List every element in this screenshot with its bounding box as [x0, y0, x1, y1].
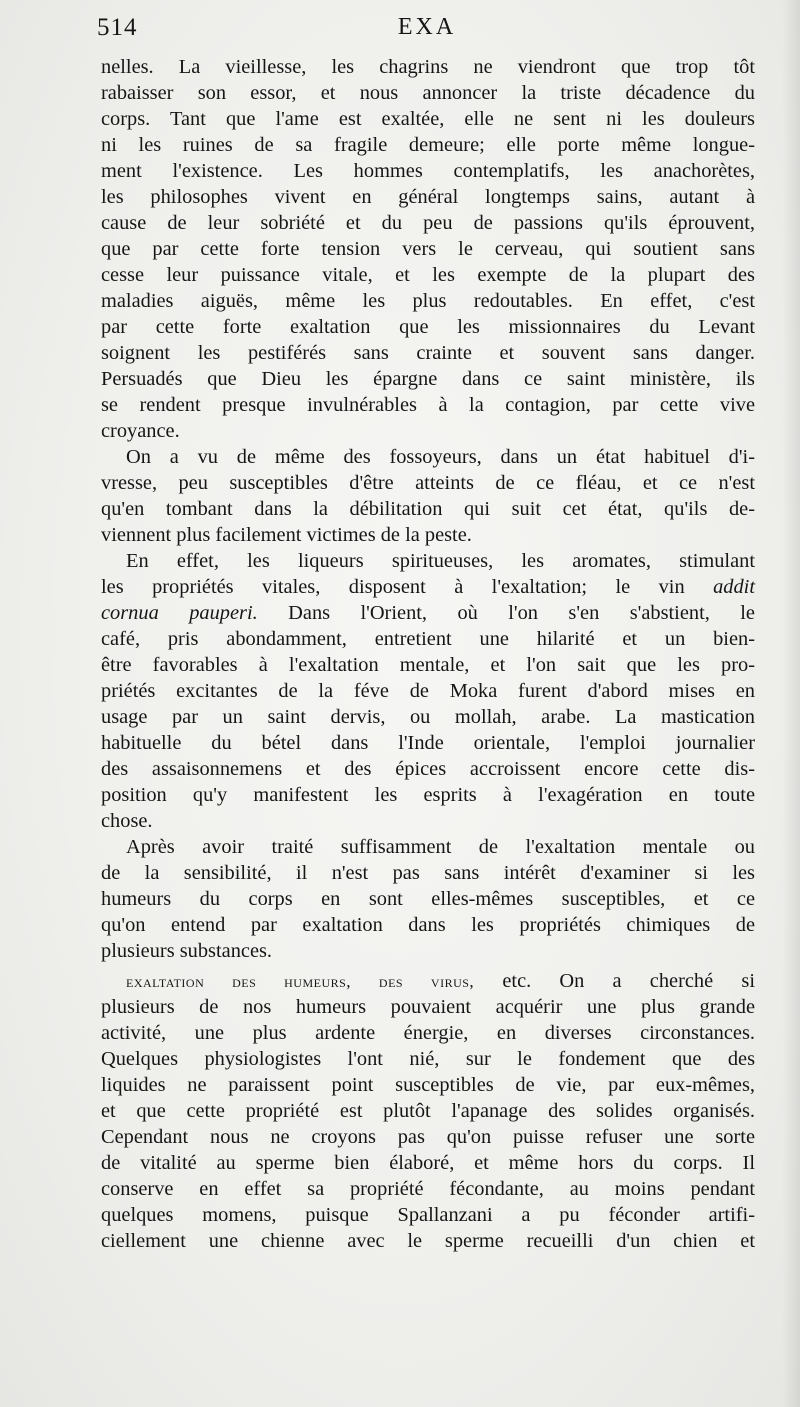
- text-line: de la sensibilité, il n'est pas sans intérêt d'examiner si les: [101, 862, 755, 884]
- text-line: [101, 600, 755, 626]
- section-heading: exaltation des humeurs, des virus,: [126, 972, 475, 991]
- text-line: [101, 968, 755, 994]
- text-line: café, pris abondamment, entretient une hilarité et un bien-: [101, 628, 755, 650]
- page-edge-shadow: [782, 0, 800, 1407]
- text-line: soignent les pestiférés sans crainte et souvent sans danger.: [101, 342, 755, 364]
- text-line: qu'en tombant dans la débilitation qui suit cet état, qu'ils de-: [101, 498, 755, 520]
- text-line: liquides ne paraissent point susceptibles de vie, par eux-mêmes,: [101, 1074, 755, 1096]
- text-line: des assaisonnemens et des épices accroissent encore cette dis-: [101, 758, 755, 780]
- text-fragment: Dans l'Orient, où l'on s'en s'abstient, le: [257, 602, 755, 624]
- text-line: corps. Tant que l'ame est exaltée, elle ne sent ni les douleurs: [101, 108, 755, 130]
- paragraph: [101, 444, 755, 548]
- text-line: humeurs du corps en sont elles-mêmes susceptibles, et ce: [101, 888, 755, 910]
- text-line: être favorables à l'exaltation mentale, et l'on sait que les pro-: [101, 654, 755, 676]
- text-line: ciellement une chienne avec le sperme recueilli d'un chien et: [101, 1230, 755, 1252]
- page-header: [97, 14, 757, 48]
- text-line: les philosophes vivent en général longtemps sains, autant à: [101, 186, 755, 208]
- text-line: rabaisser son essor, et nous annoncer la triste décadence du: [101, 82, 755, 104]
- text-line: cesse leur puissance vitale, et les exempte de la plupart des: [101, 264, 755, 286]
- paragraph: [101, 968, 755, 1254]
- body-text: [101, 54, 755, 1254]
- paragraph: [101, 834, 755, 964]
- text-fragment: etc. On a cherché si: [502, 970, 755, 992]
- text-line: priétés excitantes de la féve de Moka furent d'abord mises en: [101, 680, 755, 702]
- text-line: Cependant nous ne croyons pas qu'on puisse refuser une sorte: [101, 1126, 755, 1148]
- text-fragment: les propriétés vitales, disposent à l'exaltation; le vin: [101, 576, 714, 598]
- latin-phrase: addit: [713, 576, 755, 598]
- text-line: usage par un saint dervis, ou mollah, arabe. La mastication: [101, 706, 755, 728]
- text-line: par cette forte exaltation que les missionnaires du Levant: [101, 316, 755, 338]
- text-line: qu'on entend par exaltation dans les propriétés chimiques de: [101, 914, 755, 936]
- text-line: En effet, les liqueurs spiritueuses, les aromates, stimulant: [126, 550, 755, 572]
- text-line: activité, une plus ardente énergie, en diverses circonstances.: [101, 1022, 755, 1044]
- text-line: se rendent presque invulnérables à la contagion, par cette vive: [101, 394, 755, 416]
- text-line: et que cette propriété est plutôt l'apanage des solides organisés.: [101, 1100, 755, 1122]
- text-line: habituelle du bétel dans l'Inde orientale, l'emploi journalier: [101, 732, 755, 754]
- paragraph: [101, 548, 755, 834]
- text-line: quelques momens, puisque Spallanzani a pu féconder artifi-: [101, 1204, 755, 1226]
- text-line: croyance.: [101, 420, 180, 442]
- text-line: Après avoir traité suffisamment de l'exaltation mentale ou: [126, 836, 755, 858]
- text-line: maladies aiguës, même les plus redoutables. En effet, c'est: [101, 290, 755, 312]
- text-line: vresse, peu susceptibles d'être atteints de ce fléau, et ce n'est: [101, 472, 755, 494]
- text-line: viennent plus facilement victimes de la peste.: [101, 524, 472, 546]
- page-number: 514: [97, 14, 138, 41]
- text-line: [101, 574, 755, 600]
- text-line: On a vu de même des fossoyeurs, dans un état habituel d'i-: [126, 446, 755, 468]
- running-head: EXA: [397, 14, 457, 40]
- text-line: position qu'y manifestent les esprits à l'exagération en toute: [101, 784, 755, 806]
- text-line: plusieurs de nos humeurs pouvaient acquérir une plus grande: [101, 996, 755, 1018]
- text-line: ni les ruines de sa fragile demeure; elle porte même longue-: [101, 134, 755, 156]
- text-line: ment l'existence. Les hommes contemplatifs, les anachorètes,: [101, 160, 755, 182]
- latin-phrase: cornua pauperi.: [101, 602, 258, 624]
- text-line: de vitalité au sperme bien élaboré, et même hors du corps. Il: [101, 1152, 755, 1174]
- text-line: chose.: [101, 810, 153, 832]
- text-line: cause de leur sobriété et du peu de passions qu'ils éprouvent,: [101, 212, 755, 234]
- text-line: que par cette forte tension vers le cerveau, qui soutient sans: [101, 238, 755, 260]
- paragraph: [101, 54, 755, 444]
- text-line: Quelques physiologistes l'ont nié, sur le fondement que des: [101, 1048, 755, 1070]
- text-line: plusieurs substances.: [101, 940, 273, 962]
- text-line: nelles. La vieillesse, les chagrins ne viendront que trop tôt: [101, 56, 755, 78]
- text-line: conserve en effet sa propriété fécondante, au moins pendant: [101, 1178, 755, 1200]
- text-line: Persuadés que Dieu les épargne dans ce saint ministère, ils: [101, 368, 755, 390]
